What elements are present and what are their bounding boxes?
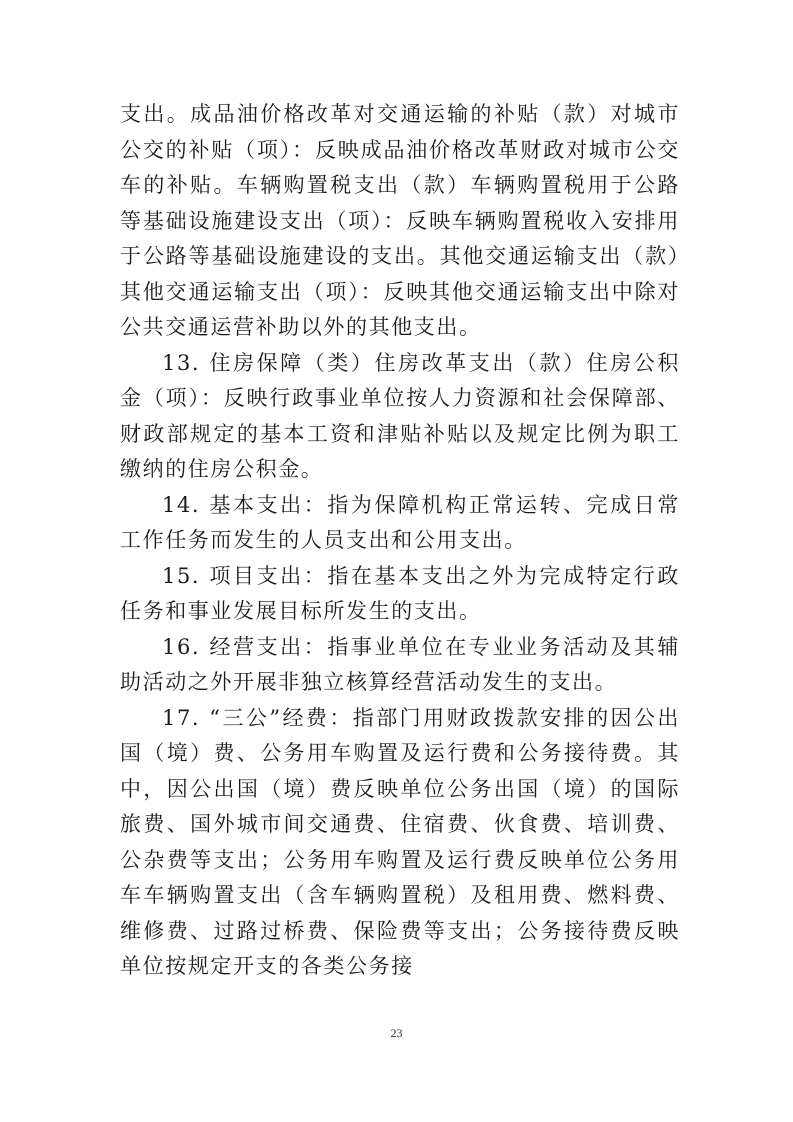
paragraph-continuation: 支出。成品油价格改革对交通运输的补贴（款）对城市公交的补贴（项）：反映成品油价格改革财政对城市公交车的补贴。车辆购置税支出（款）车辆购置税用于公路等基础设施建设支出（项）：反映车辆购置税收入安排用于公路等基础设施建设的支出。其他交通运输支出（款）其他交通运输支出（项）：反映其他交通运输支出中除对公共交通运营补助以外的其他支出。 — [120, 102, 680, 339]
page-number: 23 — [390, 1026, 403, 1040]
paragraph-item-15: 15. 项目支出：指在基本支出之外为完成特定行政任务和事业发展目标所发生的支出。 — [120, 563, 680, 623]
paragraph-item-16: 16. 经营支出：指事业单位在专业业务活动及其辅助活动之外开展非独立核算经营活动发生的支出。 — [120, 634, 680, 694]
paragraph-item-14: 14. 基本支出：指为保障机构正常运转、完成日常工作任务而发生的人员支出和公用支出。 — [120, 492, 680, 552]
paragraph-item-17: 17. “三公”经费：指部门用财政拨款安排的因公出国（境）费、公务用车购置及运行费和公务接待费。其中，因公出国（境）费反映单位公务出国（境）的国际旅费、国外城市间交通费、住宿费、伙食费、培训费、公杂费等支出；公务用车购置及运行费反映单位公务用车车辆购置支出（含车辆购置税）及租用费、燃料费、维修费、过路过桥费、保险费等支出；公务接待费反映单位按规定开支的各类公务接 — [120, 705, 680, 978]
document-body — [120, 97, 680, 985]
paragraph-item-13: 13. 住房保障（类）住房改革支出（款）住房公积金（项）：反映行政事业单位按人力资源和社会保障部、财政部规定的基本工资和津贴补贴以及规定比例为职工缴纳的住房公积金。 — [120, 350, 680, 481]
